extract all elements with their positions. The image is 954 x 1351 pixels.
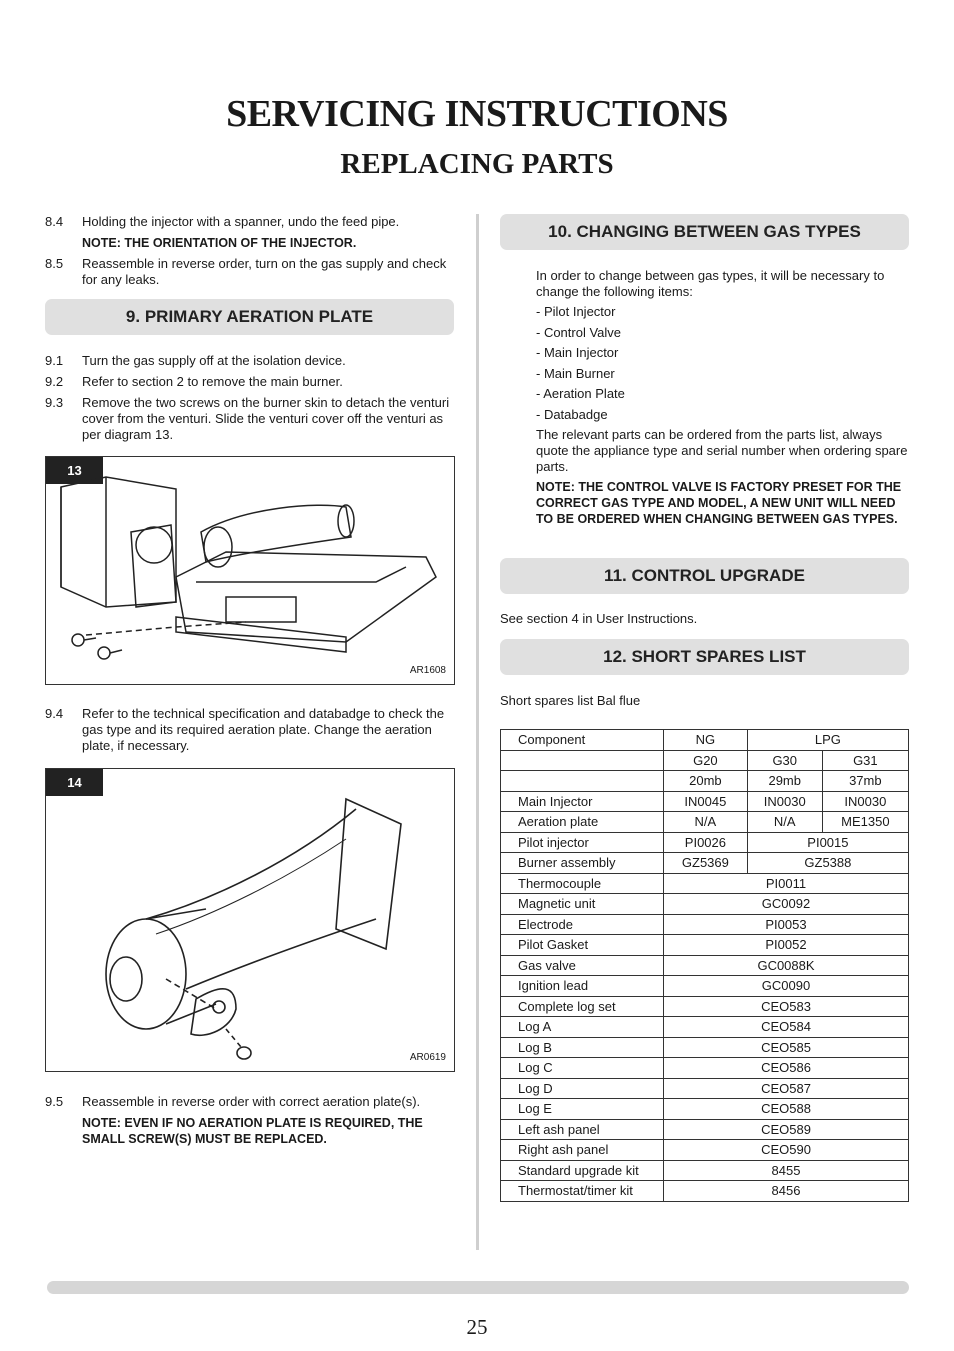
table-row: [501, 771, 909, 792]
figure-13: [45, 456, 455, 685]
step-9-4: 9.4 Refer to the technical specification and databadge to check the gas type and its required aeration plate. Change the aeration plate, if necessary.: [45, 706, 445, 753]
table-cell: Thermocouple: [501, 873, 664, 894]
table-cell: Component: [501, 730, 664, 751]
table-cell: Pilot injector: [501, 832, 664, 853]
table-cell: [501, 750, 664, 771]
table-cell: G20: [664, 750, 748, 771]
table-cell: CEO584: [664, 1017, 909, 1038]
page-subtitle: REPLACING PARTS: [340, 148, 614, 180]
section-10-body: [536, 268, 908, 531]
venturi-cover-diagram: [46, 457, 454, 684]
table-cell: Log A: [501, 1017, 664, 1038]
note-screws: NOTE: EVEN IF NO AERATION PLATE IS REQUIRED, THE SMALL SCREW(S) MUST BE REPLACED.: [82, 1116, 423, 1146]
list-item: - Main Injector: [536, 345, 619, 360]
table-cell: CEO588: [664, 1099, 909, 1120]
table-cell: Right ash panel: [501, 1140, 664, 1161]
table-cell: GC0092: [664, 894, 909, 915]
burner-tube-diagram: [46, 769, 454, 1071]
table-cell: CEO586: [664, 1058, 909, 1079]
table-cell: Ignition lead: [501, 976, 664, 997]
table-cell: Log D: [501, 1078, 664, 1099]
table-row: [501, 1140, 909, 1161]
table-cell: [501, 771, 664, 792]
table-cell: CEO587: [664, 1078, 909, 1099]
table-row: [501, 1181, 909, 1202]
gas-change-items: [536, 304, 908, 423]
step-8-4: 8.4 Holding the injector with a spanner, undo the feed pipe.: [45, 214, 400, 229]
table-cell: Main Injector: [501, 791, 664, 812]
step-9-5: 9.5 Reassemble in reverse order with correct aeration plate(s).: [45, 1094, 421, 1109]
table-cell: 29mb: [747, 771, 822, 792]
table-cell: Log C: [501, 1058, 664, 1079]
table-row: [501, 730, 909, 751]
list-item: - Pilot Injector: [536, 304, 616, 319]
table-row: [501, 955, 909, 976]
table-row: [501, 1078, 909, 1099]
section-9-end: [45, 1094, 455, 1152]
figure-14-tag: 14: [46, 769, 103, 796]
table-row: [501, 812, 909, 833]
figure-14: [45, 768, 455, 1072]
table-cell: LPG: [747, 730, 908, 751]
table-row: [501, 1017, 909, 1038]
table-row: [501, 914, 909, 935]
section-10-para2: The relevant parts can be ordered from the parts list, always quote the appliance type and serial number when ordering spare parts.: [536, 427, 908, 474]
table-cell: ME1350: [822, 812, 908, 833]
table-row: [501, 873, 909, 894]
step-9-2: 9.2 Refer to section 2 to remove the main burner.: [45, 374, 343, 389]
table-cell: PI0053: [664, 914, 909, 935]
table-cell: GC0088K: [664, 955, 909, 976]
table-cell: IN0045: [664, 791, 748, 812]
section-10-heading: 10. CHANGING BETWEEN GAS TYPES: [500, 214, 909, 250]
table-row: [501, 1037, 909, 1058]
table-cell: Log B: [501, 1037, 664, 1058]
table-cell: Left ash panel: [501, 1119, 664, 1140]
table-row: [501, 791, 909, 812]
table-cell: Gas valve: [501, 955, 664, 976]
table-cell: N/A: [664, 812, 748, 833]
table-cell: PI0011: [664, 873, 909, 894]
table-cell: Pilot Gasket: [501, 935, 664, 956]
list-item: - Main Burner: [536, 365, 615, 381]
table-row: [501, 976, 909, 997]
list-item: - Control Valve: [536, 324, 622, 340]
table-cell: CEO583: [664, 996, 909, 1017]
table-row: [501, 894, 909, 915]
footer-bar: [47, 1281, 909, 1294]
table-cell: GZ5369: [664, 853, 748, 874]
list-item: - Databadge: [536, 406, 608, 422]
table-row: [501, 1160, 909, 1181]
table-cell: CEO589: [664, 1119, 909, 1140]
page-title: SERVICING INSTRUCTIONS: [226, 93, 728, 135]
table-cell: Aeration plate: [501, 812, 664, 833]
table-cell: PI0026: [664, 832, 748, 853]
list-item: - Aeration Plate: [536, 386, 625, 401]
table-cell: Magnetic unit: [501, 894, 664, 915]
section-9-heading: 9. PRIMARY AERATION PLATE: [45, 299, 454, 335]
table-cell: Log E: [501, 1099, 664, 1120]
table-cell: NG: [664, 730, 748, 751]
table-cell: CEO585: [664, 1037, 909, 1058]
table-cell: CEO590: [664, 1140, 909, 1161]
table-row: [501, 853, 909, 874]
table-row: [501, 1058, 909, 1079]
section-9-steps: [45, 353, 455, 448]
left-column-top: [45, 214, 455, 293]
table-cell: Standard upgrade kit: [501, 1160, 664, 1181]
step-9-4-block: [45, 706, 455, 759]
section-10-note: NOTE: THE CONTROL VALVE IS FACTORY PRESET FOR THE CORRECT GAS TYPE AND MODEL, A NEW UNIT WILL NEED TO BE ORDERED WHEN CHANGING BETWEEN GAS TYPES.: [536, 480, 902, 526]
note-injector: NOTE: THE ORIENTATION OF THE INJECTOR.: [82, 236, 357, 250]
figure-14-ref: AR0619: [409, 1052, 446, 1063]
section-10-intro: In order to change between gas types, it will be necessary to change the following items:: [536, 268, 885, 299]
table-cell: G31: [822, 750, 908, 771]
table-row: [501, 1119, 909, 1140]
page-number: 25: [466, 1315, 488, 1339]
table-row: [501, 1099, 909, 1120]
table-cell: GZ5388: [747, 853, 908, 874]
table-cell: Thermostat/timer kit: [501, 1181, 664, 1202]
section-11-heading: 11. CONTROL UPGRADE: [500, 558, 909, 594]
table-cell: IN0030: [747, 791, 822, 812]
table-cell: 8456: [664, 1181, 909, 1202]
table-cell: N/A: [747, 812, 822, 833]
table-cell: 20mb: [664, 771, 748, 792]
table-cell: PI0015: [747, 832, 908, 853]
table-cell: PI0052: [664, 935, 909, 956]
figure-13-tag: 13: [46, 457, 103, 484]
figure-13-ref: AR1608: [409, 665, 446, 676]
table-cell: Electrode: [501, 914, 664, 935]
table-row: [501, 996, 909, 1017]
step-9-1: 9.1 Turn the gas supply off at the isolation device.: [45, 353, 346, 368]
table-row: [501, 935, 909, 956]
table-row: [501, 750, 909, 771]
table-cell: 8455: [664, 1160, 909, 1181]
section-11-text: See section 4 in User Instructions.: [500, 611, 698, 626]
section-12-heading: 12. SHORT SPARES LIST: [500, 639, 909, 675]
table-row: [501, 832, 909, 853]
column-divider: [476, 214, 479, 1250]
table-cell: G30: [747, 750, 822, 771]
table-cell: IN0030: [822, 791, 908, 812]
step-9-3: 9.3 Remove the two screws on the burner skin to detach the venturi cover from the venturi. Slide the venturi cover off the venturi as per diagram 13.: [45, 395, 450, 442]
table-cell: Burner assembly: [501, 853, 664, 874]
table-cell: GC0090: [664, 976, 909, 997]
table-cell: 37mb: [822, 771, 908, 792]
step-8-5: 8.5 Reassemble in reverse order, turn on the gas supply and check for any leaks.: [45, 256, 447, 287]
spares-table: [500, 729, 909, 1202]
spares-caption: Short spares list Bal flue: [500, 693, 641, 708]
table-cell: Complete log set: [501, 996, 664, 1017]
